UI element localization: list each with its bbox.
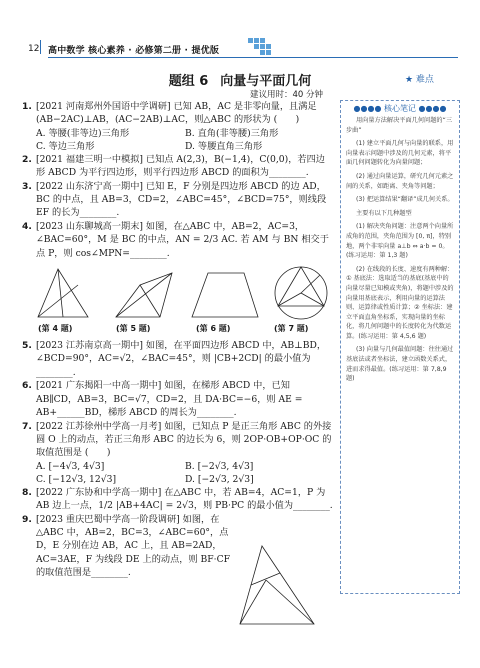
option-d: D. 等腰直角三角形	[185, 140, 263, 152]
question-8-text: [2022 广东协和中学高一期中] 在△ABC 中，若 AB=4，AC=1，P 为 AB 边上一点，1/2 |AB+4AC| = 2√3，则 PB·PC 的最小值为________.	[36, 486, 333, 512]
publisher-logo	[248, 38, 272, 56]
question-1-text: [2021 河南郑州外国语中学调研] 已知 AB，AC 是非零向量，且满足 (AB−2AC)⊥AB，(AC−2AB)⊥AC，则△ABC 的形状为 ( )	[36, 101, 317, 126]
figure-5-caption: (第 5 题)	[116, 324, 151, 334]
option-b: B. [−2√3, 4√3]	[185, 460, 254, 472]
group-label: 题组 6	[168, 74, 209, 89]
book-title: 高中数学 核心素养 · 必修第二册 · 提优版	[48, 46, 220, 56]
figure-9	[232, 540, 322, 630]
note-para: (3) 向量与几何最值问题：往往通过基底法或者坐标法，建立函数关系式，进而求得最值。(练习运用：第 7,8,9 题)	[346, 346, 454, 383]
page-number: 12	[28, 44, 40, 54]
question-4: 4. [2023 山东聊城高一期末] 如图，在△ABC 中，AB=2，AC=3，∠BAC=60°，M 是 BC 的中点，AN = 2/3 AC. 若 AM 与 BN 相交于点 P，则 cos∠MPN=________.	[22, 220, 329, 259]
question-7-options	[22, 460, 334, 486]
question-4-text: [2023 山东聊城高一期末] 如图，在△ABC 中，AB=2，AC=3，∠BAC=60°，M 是 BC 的中点，AN = 2/3 AC. 若 AM 与 BN 相交于点 P，则 cos∠MPN=________.	[36, 220, 329, 259]
note-para: (3) 把运算结果“翻译”成几何关系。	[356, 196, 454, 204]
note-para: (2) 通过向量运算，研究几何元素之间的关系，如距离、夹角等问题；	[346, 172, 454, 190]
question-7-text: [2022 江苏徐州中学高一月考] 如图，已知点 P 是正三角形 ABC 的外接圆 O 上的动点，若正三角形 ABC 的边长为 6，则 2OP·OB+OP·OC 的取值范围是 ( )	[36, 420, 332, 459]
note-para: (1) 建立平面几何与向量的联系，用向量表示问题中涉及的几何元素，将平面几何问题转化为向量问题；	[346, 140, 454, 167]
question-5-text: [2023 江苏南京高一期中] 如图，在平面四边形 ABCD 中，AB⊥BD，∠BCD=90°，AC=√2，∠BAC=45°，则 |CB+2CD| 的最小值为________.	[36, 340, 327, 378]
page-header	[0, 0, 480, 60]
figure-4-caption: (第 4 题)	[38, 324, 73, 334]
option-b: B. 直角(非等腰)三角形	[185, 127, 279, 139]
question-3-text: [2022 山东济宁高一期中] 已知 E，F 分别是四边形 ABCD 的边 AD，BC 的中点，且 AB=3，CD=2，∠ABC=45°，∠BCD=75°，则线段 EF 的长为________.	[36, 180, 327, 219]
option-a: A. [−4√3, 4√3]	[36, 460, 105, 472]
option-c: C. 等边三角形	[36, 140, 95, 152]
note-para: 用向量方法解决平面几何问题的“三步曲”	[346, 117, 453, 134]
question-5: 5. [2023 江苏南京高一期中] 如图，在平面四边形 ABCD 中，AB⊥BD，∠BCD=90°，AC=√2，∠BAC=45°，则 |CB+2CD| 的最小值为________.	[22, 340, 327, 378]
difficulty-tag: ★ 难点	[405, 75, 434, 85]
note-para: (2) 在线段的长度、速度有两种解：① 基底法：选取适当的基底(基底中的向量尽量已知模或夹角)，将题中涉及的向量用基底表示，利用向量的运算法则、运算律或性质计算；② 坐标法：建立平面直角坐标系，实现向量的坐标化，将几何问题中的长度转化为代数运算。(练习运用：第 4,5,6 题)	[346, 265, 454, 340]
figure-4	[32, 263, 102, 323]
figure-7-caption: (第 7 题)	[274, 324, 309, 334]
topic-title: 向量与平面几何	[220, 74, 312, 89]
question-2: 2. [2021 福建三明一中模拟] 已知点 A(2,3)，B(−1,4)，C(0,0)，若四边形 ABCD 为平行四边形，则平行四边形 ABCD 的面积为________.	[22, 153, 325, 179]
question-9: 9. [2023 重庆巴蜀中学高一阶段调研] 如图，在△ABC 中，AB=2，BC=3，∠ABC=60°，点 D，E 分别在边 AB，AC 上，且 AB=2AD，AC=3AE，F 为线段 DE 上的动点，则 BF·CF 的取值范围是________.	[22, 513, 231, 579]
question-6: 6. [2021 广东揭阳一中高一期中] 如图，在梯形 ABCD 中，已知 AB∥CD，AB=3，BC=√7，CD=2，且 DA·BC=−6，则 AE = AB+______BD，梯形 ABCD 的周长为________.	[22, 380, 303, 419]
option-d: D. [−2√3, 2√3]	[185, 473, 254, 485]
question-7: 7. [2022 江苏徐州中学高一月考] 如图，已知点 P 是正三角形 ABC 的外接圆 O 上的动点，若正三角形 ABC 的边长为 6，则 2OP·OB+OP·OC 的取值范围是 ( )	[22, 420, 332, 459]
question-2-text: [2021 福建三明一中模拟] 已知点 A(2,3)，B(−1,4)，C(0,0)，若四边形 ABCD 为平行四边形，则平行四边形 ABCD 的面积为________.	[36, 153, 325, 179]
note-para: (1) 解决夹角问题：注意两个向量所成角的范围，夹角范围为 [0, π]，特别地，两个非零向量 a⊥b ⇔ a·b = 0。(练习运用：第 1,3 题)	[346, 223, 454, 260]
option-c: C. [−12√3, 12√3]	[36, 473, 117, 485]
question-1: 1. [2021 河南郑州外国语中学调研] 已知 AB，AC 是非零向量，且满足 (AB−2AC)⊥AB，(AC−2AB)⊥AC，则△ABC 的形状为 ( )	[22, 101, 317, 126]
option-a: A. 等腰(非等边)三角形	[36, 127, 130, 139]
figure-row	[22, 263, 334, 337]
question-list	[22, 100, 334, 580]
question-8: 8. [2022 广东协和中学高一期中] 在△ABC 中，若 AB=4，AC=1，P 为 AB 边上一点，1/2 |AB+4AC| = 2√3，则 PB·PC 的最小值为________.	[22, 486, 333, 512]
suggested-time: 建议用时：40 分钟	[250, 90, 324, 100]
question-6-text: [2021 广东揭阳一中高一期中] 如图，在梯形 ABCD 中，已知 AB∥CD，AB=3，BC=√7，CD=2，且 DA·BC=−6，则 AE = AB+______BD，梯形 ABCD 的周长为________.	[36, 380, 303, 419]
question-9-text: [2023 重庆巴蜀中学高一阶段调研] 如图，在△ABC 中，AB=2，BC=3，∠ABC=60°，点 D，E 分别在边 AB，AC 上，且 AB=2AD，AC=3AE，F 为线段 DE 上的动点，则 BF·CF 的取值范围是________.	[36, 513, 231, 579]
header-rule	[48, 57, 458, 58]
question-1-options	[22, 127, 334, 153]
core-notes-heading: ●●●● 核心笔记 ●●●●	[353, 104, 447, 113]
figure-5	[110, 263, 180, 323]
header-divider	[40, 40, 41, 54]
figure-7	[268, 263, 334, 323]
note-para: 主要有以下几种题型	[356, 209, 412, 217]
figure-6-caption: (第 6 题)	[196, 324, 231, 334]
figure-6	[188, 263, 262, 323]
core-notes-panel	[340, 100, 460, 594]
question-3: 3. [2022 山东济宁高一期中] 已知 E，F 分别是四边形 ABCD 的边 AD，BC 的中点，且 AB=3，CD=2，∠ABC=45°，∠BCD=75°，则线段 EF 的长为________.	[22, 180, 327, 219]
